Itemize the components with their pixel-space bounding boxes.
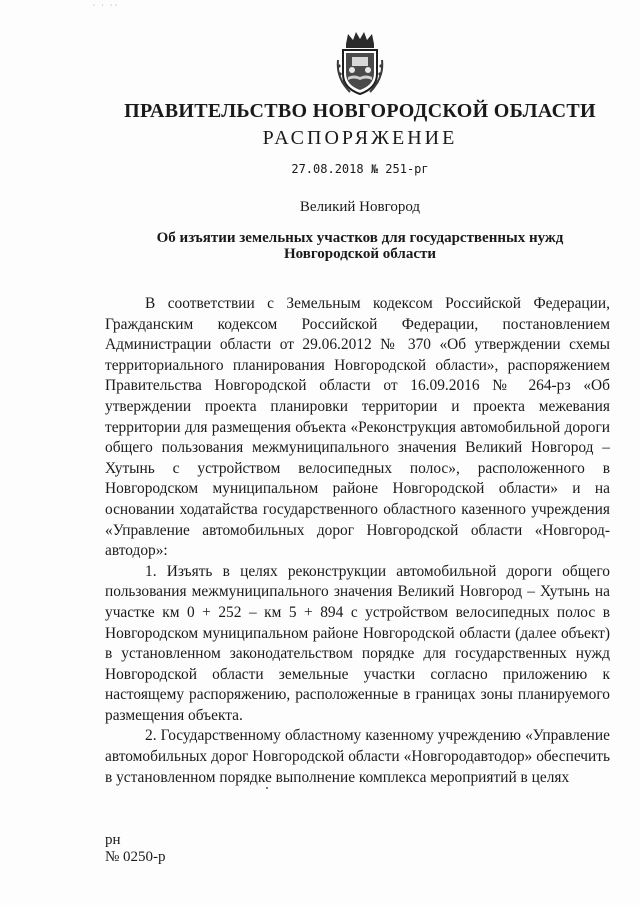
scan-speck bbox=[266, 787, 268, 789]
document-date-number: 27.08.2018 № 251-рг bbox=[291, 162, 429, 176]
scan-artifact: ˙ ˙ ˙˙ bbox=[92, 4, 120, 13]
novgorod-coat-of-arms-icon bbox=[334, 30, 386, 96]
document-body bbox=[105, 294, 610, 788]
body-paragraph-preamble: В соответствии с Земельным кодексом Российской Федерации, Гражданским кодексом Российской Федерации, постановлением Администрации области от 29.06.2012 № 370 «Об утверждении схемы территориального планирования Новгородской области», распоряжением Правительства Новгородской области от 16.09.2016 № 264-рз «Об утверждении проекта планировки территории и проекта межевания территории для размещения объекта «Реконструкция автомобильной дороги общего пользования межмуниципального значения Великий Новгород – Хутынь с устройством велосипедных полос», расположенного в Новгородском муниципальном районе Новгородской области» и на основании ходатайства государственного областного казенного учреждения «Управление автомобильных дорог Новгородской области «Новгород-автодор»: bbox=[105, 295, 610, 560]
footer-code-line-1: рн bbox=[105, 832, 121, 848]
document-title-line-2: Новгородской области bbox=[283, 246, 437, 262]
document-title bbox=[0, 230, 640, 262]
document-title-line-1: Об изъятии земельных участков для государственных нужд bbox=[156, 230, 564, 246]
footer-code-line-2: № 0250-р bbox=[105, 849, 166, 865]
organization-name: ПРАВИТЕЛЬСТВО НОВГОРОДСКОЙ ОБЛАСТИ bbox=[124, 100, 596, 122]
document-type: РАСПОРЯЖЕНИЕ bbox=[262, 127, 458, 149]
document-registration-code bbox=[105, 832, 166, 866]
body-paragraph-item-2: 2. Государственному областному казенному учреждению «Управление автомобильных дорог Новгородской области «Новгородавтодор» обеспечить в установленном порядке выполнение комплекса мероприятий в целях bbox=[105, 727, 610, 786]
body-paragraph-item-1: 1. Изъять в целях реконструкции автомобильной дороги общего пользования межмуниципального значения Великий Новгород – Хутынь на участке км 0 + 252 – км 5 + 894 с устройством велосипедных полос в Новгородском муниципальном районе Новгородской области (далее объект) в установленном законодательством порядке для государственных нужд Новгородской области земельные участки согласно приложению к настоящему распоряжению, расположенные в границах зоны планируемого размещения объекта. bbox=[105, 562, 610, 724]
document-city: Великий Новгород bbox=[299, 199, 421, 215]
